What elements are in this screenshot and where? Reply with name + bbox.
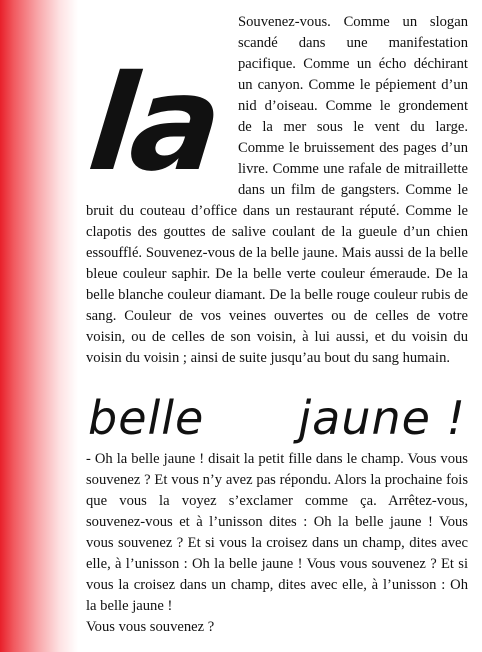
first-paragraph-block xyxy=(82,12,468,369)
closing-line: Vous vous souvenez ? xyxy=(86,619,215,635)
first-paragraph: Souvenez-vous. Comme un slogan scandé dans une manifestation pacifique. Comme un écho déchirant un canyon. Comme le pépiement d’un nid d’oiseau. Comme le grondement de la mer sous le vent du large. Comme le bruissement des pages d’un livre. Comme une rafale de mitraillette dans un film de gangsters. Comme le bruit du couteau d’office dans un restaurant réputé. Comme le clapotis des gouttes de salive coulant de la gueule d’un chien essoufflé. Souvenez-vous de la belle jaune. Mais aussi de la belle bleue couleur saphir. De la belle verte couleur émeraude. De la belle blanche couleur diamant. De la belle rouge couleur rubis de sang. Couleur de vos veines ouvertes ou de celles de votre voisin, ou de celles de son voisin, à lui aussi, et du voisin du voisin du voisin ; ainsi de suite jusqu’au bout du sang humain. xyxy=(86,14,468,366)
decorative-big-word: la xyxy=(82,47,226,201)
headline-word-jaune: jaune ! xyxy=(298,391,466,445)
red-gradient-edge xyxy=(0,0,78,652)
second-paragraph-block xyxy=(86,449,468,638)
headline xyxy=(86,381,468,443)
article-page xyxy=(82,12,468,638)
second-paragraph: - Oh la belle jaune ! disait la petit fille dans le champ. Vous vous souvenez ? Et vous n’y avez pas répondu. Alors la prochaine fois que vous la voyez s’exclamer comme ça. Arrêtez-vous, souvenez-vous et à l’unisson dites : Oh la belle jaune ! Vous vous souvenez ? Et si vous la croisez dans un champ, dites avec elle, à l’unisson : Oh la belle jaune ! Vous vous souvenez ? Et si vous la croisez dans un champ, dites avec elle, à l’unisson : Oh la belle jaune ! xyxy=(86,451,468,614)
headline-word-belle: belle xyxy=(88,391,205,445)
